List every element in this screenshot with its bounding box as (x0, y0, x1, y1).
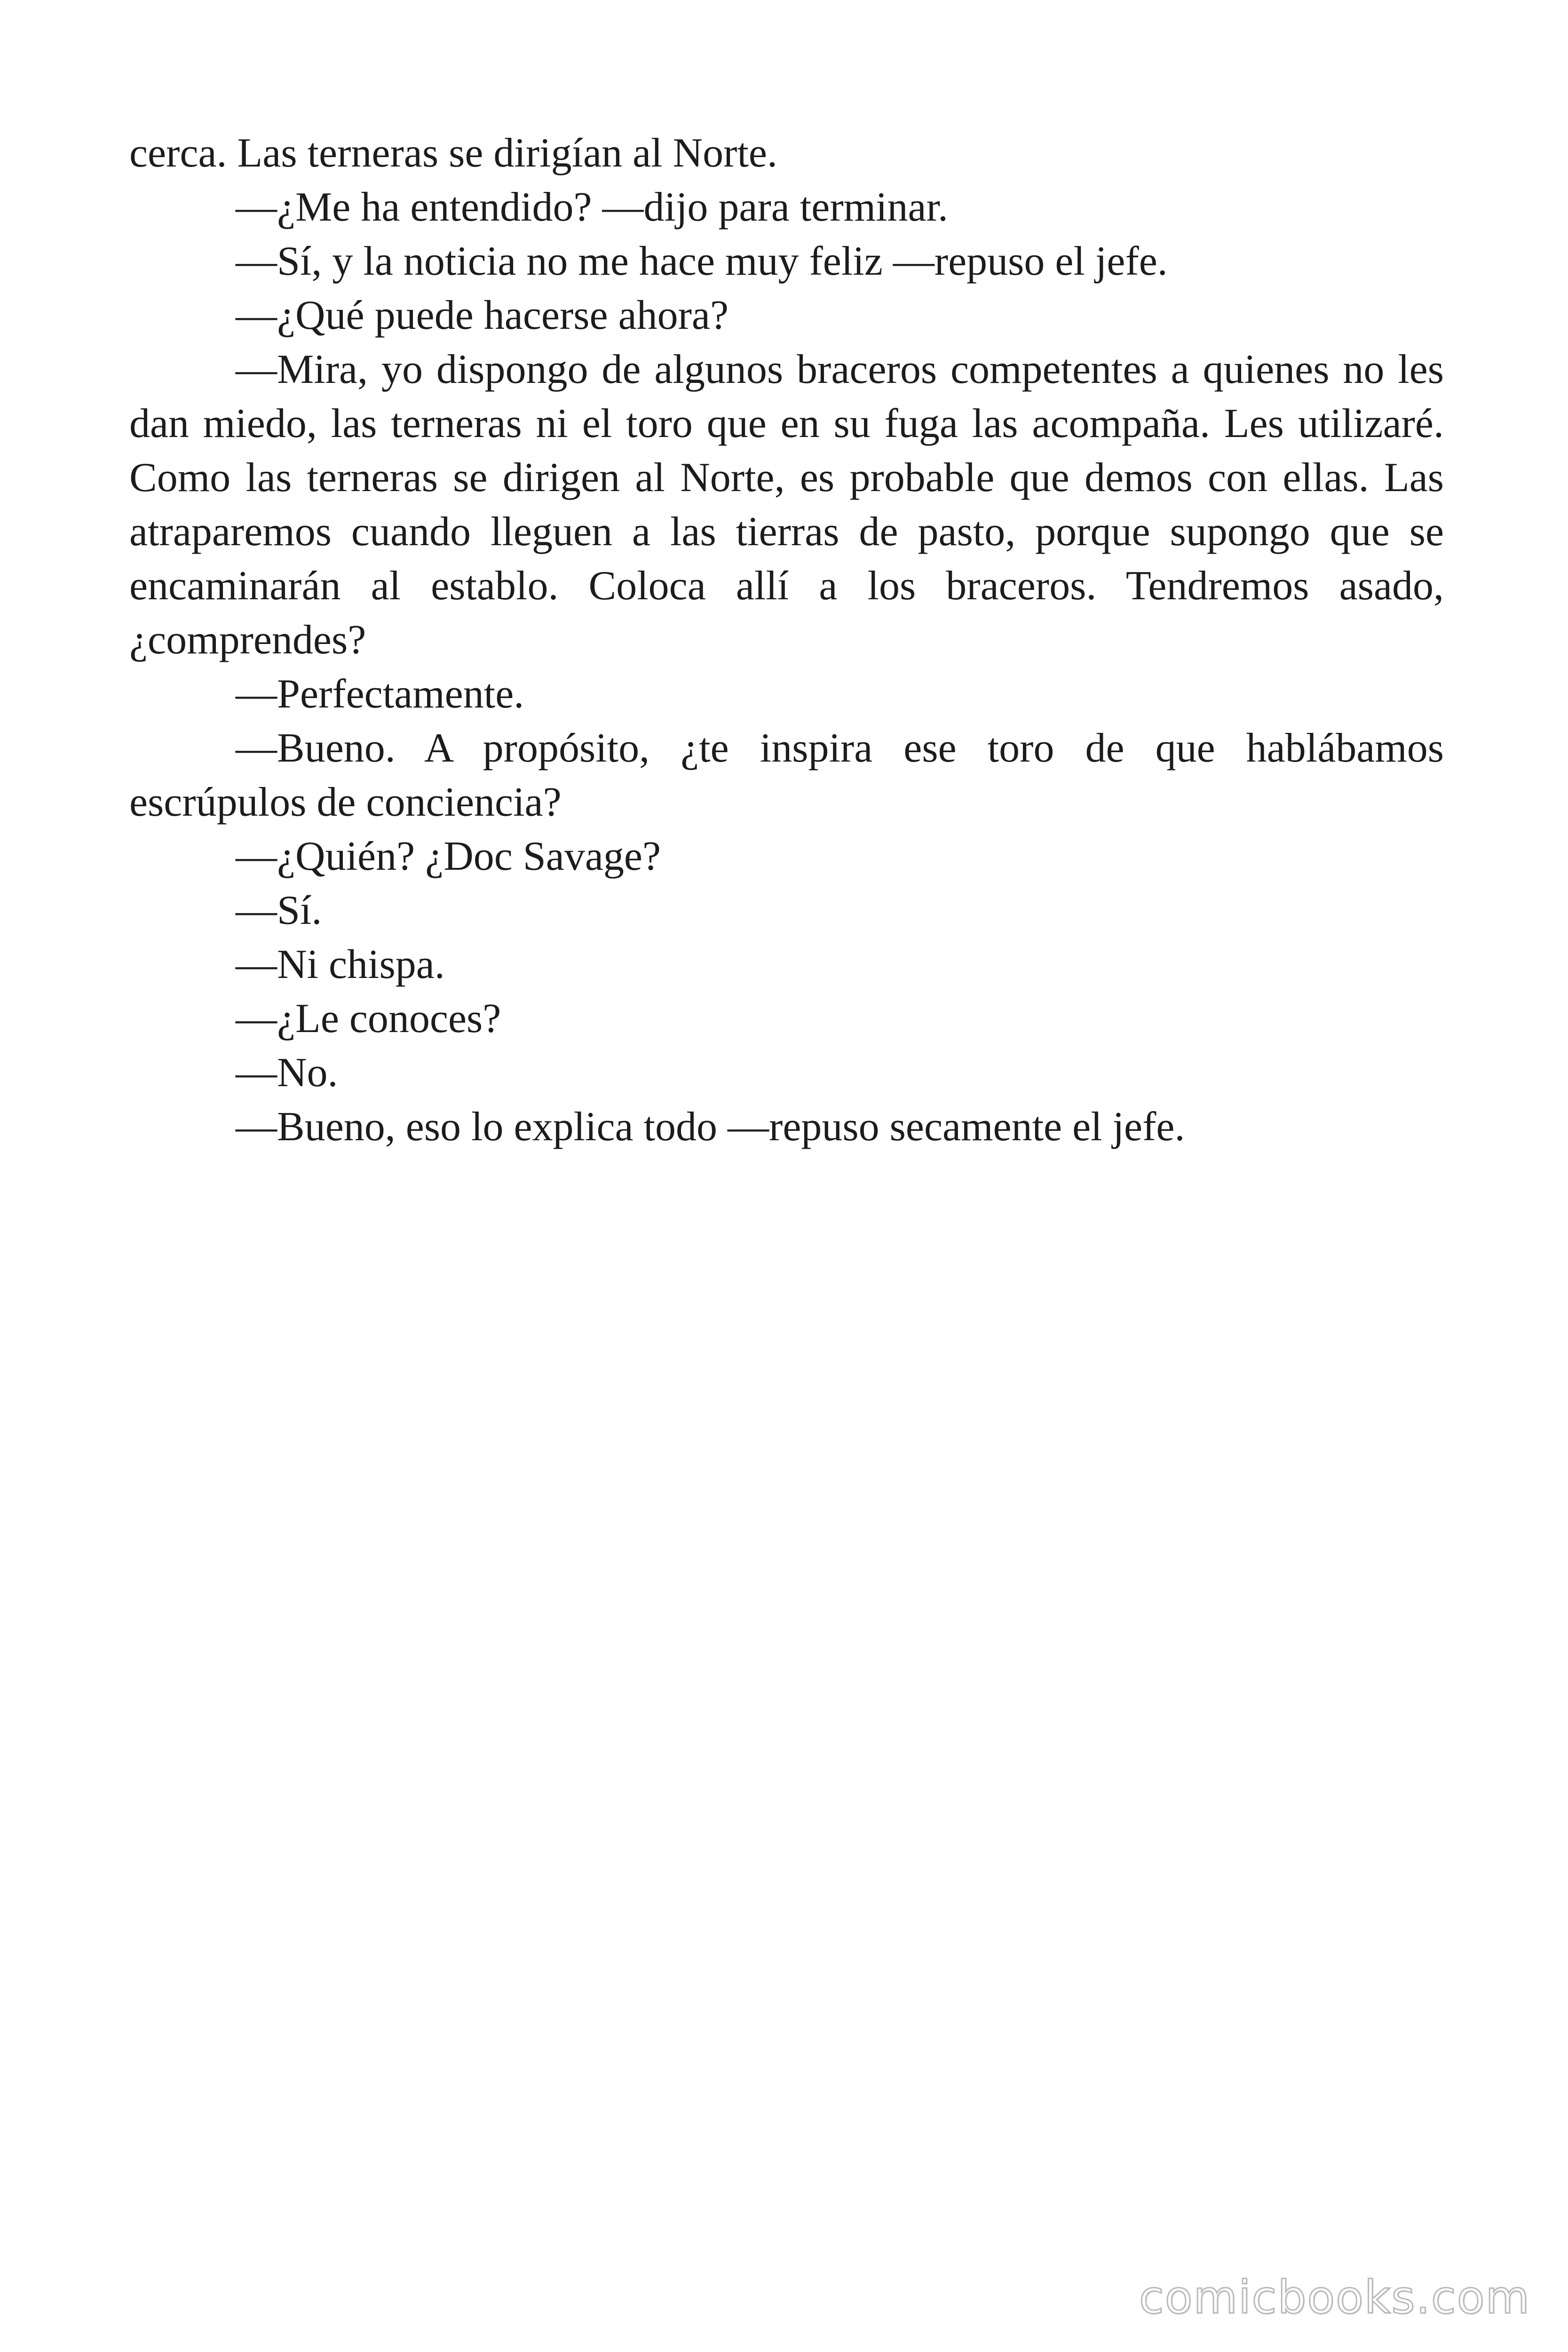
dialogue-line: —¿Me ha entendido? —dijo para terminar. (236, 184, 949, 230)
dialogue-line: —No. (236, 1050, 338, 1096)
dialogue-line: —Sí. (236, 888, 322, 933)
site-watermark: comicbooks.com (1139, 2271, 1530, 2324)
dialogue-line: —Ni chispa. (236, 942, 445, 987)
dialogue-line: —Bueno. A propósito, ¿te inspira ese toro de que hablábamos escrúpulos de conciencia? (129, 725, 1444, 825)
dialogue-line: —¿Le conoces? (236, 996, 501, 1041)
dialogue-line: —Bueno, eso lo explica todo —repuso secamente el jefe. (236, 1104, 1185, 1150)
page-text (129, 126, 1444, 1154)
paragraph-continuation: cerca. Las terneras se dirigían al Norte. (129, 130, 777, 176)
dialogue-line: —Mira, yo dispongo de algunos braceros competentes a quienes no les dan miedo, las terneras ni el toro que en su fuga las acompaña. Les utilizaré. Como las terneras se dirigen al Norte, es probable que demos con ellas. Las atraparemos cuando lleguen a las tierras de pasto, porque supongo que se encaminarán al establo. Coloca allí a los braceros. Tendremos asado, ¿comprendes? (129, 347, 1444, 663)
dialogue-line: —Sí, y la noticia no me hace muy feliz —repuso el jefe. (236, 238, 1168, 284)
dialogue-line: —¿Qué puede hacerse ahora? (236, 293, 729, 338)
dialogue-line: —Perfectamente. (236, 671, 524, 717)
dialogue-line: —¿Quién? ¿Doc Savage? (236, 834, 661, 879)
